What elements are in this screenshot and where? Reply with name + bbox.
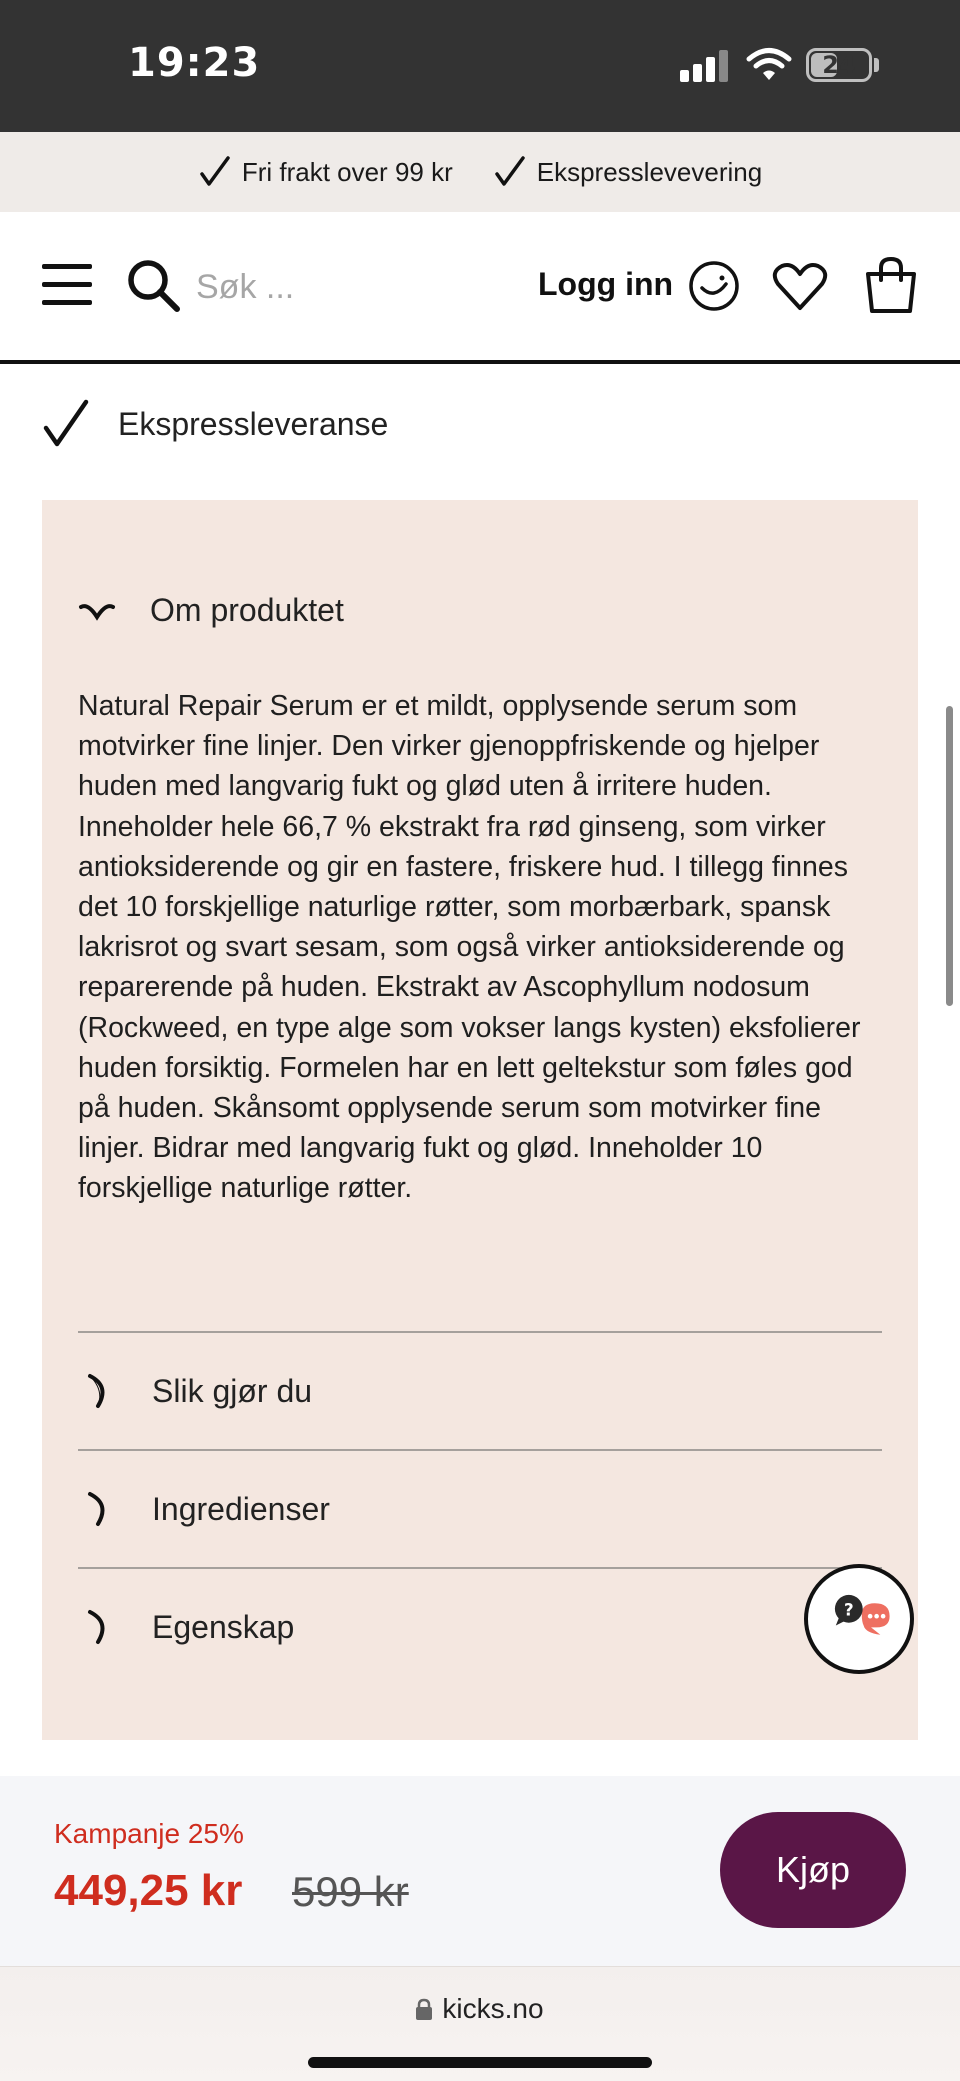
campaign-label: Kampanje 25% [54, 1818, 244, 1849]
chevron-right-icon [80, 1490, 118, 1528]
lock-icon [416, 1998, 432, 2020]
check-icon [198, 154, 232, 190]
original-price: 599 kr [292, 1868, 409, 1915]
promo-free-shipping-label: Fri frakt over 99 kr [241, 156, 453, 187]
shopping-bag-icon[interactable] [864, 256, 918, 314]
chat-question-mark: ? [843, 1600, 854, 1620]
check-icon [493, 154, 527, 190]
login-link[interactable]: Logg inn [538, 266, 674, 302]
chevron-down-icon [78, 599, 116, 623]
promo-express [493, 154, 762, 190]
accordion-about-product[interactable] [78, 592, 344, 629]
heart-icon[interactable] [772, 262, 828, 312]
site-header [0, 212, 960, 364]
chat-bubbles-icon [808, 1568, 910, 1670]
promo-bar [0, 132, 960, 212]
promo-express-label: Ekspresslevevering [536, 156, 763, 187]
hamburger-menu-icon[interactable] [42, 264, 92, 306]
accordion-ingredients-label: Ingredienser [152, 1490, 330, 1527]
page-scrollbar[interactable] [946, 706, 953, 1006]
battery-icon [806, 48, 872, 82]
home-indicator [308, 2057, 652, 2068]
battery-level: 24 [822, 51, 856, 79]
chevron-right-icon [80, 1608, 118, 1646]
accordion-ingredients[interactable] [78, 1449, 882, 1567]
accordion-how-to-use-label: Slik gjør du [152, 1372, 313, 1409]
check-icon [42, 398, 90, 450]
wifi-icon [746, 46, 792, 82]
cellular-signal-icon [680, 48, 730, 82]
status-time: 19:23 [128, 40, 261, 86]
buy-bar [0, 1776, 960, 1966]
url-domain: kicks.no [442, 1993, 544, 2024]
user-smiley-icon[interactable] [688, 260, 740, 312]
search-icon[interactable] [126, 258, 182, 314]
status-bar [0, 0, 960, 132]
url-display[interactable] [0, 1993, 960, 2025]
promo-free-shipping [198, 154, 453, 190]
current-price: 449,25 kr [54, 1866, 243, 1915]
express-delivery-label: Ekspressleveranse [118, 405, 389, 442]
express-delivery-row [42, 396, 388, 452]
chevron-right-icon [80, 1372, 118, 1410]
accordion-about-product-title: Om produktet [150, 592, 344, 628]
search-input[interactable] [196, 260, 496, 314]
buy-button[interactable]: Kjøp [720, 1812, 906, 1928]
battery-cap [874, 58, 879, 72]
accordion-properties-label: Egenskap [152, 1608, 295, 1645]
product-description: Natural Repair Serum er et mildt, opplysende serum som motvirker fine linjer. Den virker gjenoppfriskende og hjelper huden med langvarig fukt og glød uten å irritere huden. Inneholder hele 66,7 % ekstrakt fra rød ginseng, som virker antioksiderende og gir en fastere, friskere hud. I tillegg finnes det 10 forskjellige naturlige røtter, som morbærbark, spansk lakrisrot og svart sesam, som også virker antioksiderende og reparerende på huden. Ekstrakt av Ascophyllum nodosum (Rockweed, en type alge som vokser langs kysten) eksfolierer huden forsiktig. Formelen har en lett geltekstur som føles god på huden. Skånsomt opplysende serum som motvirker fine linjer. Bidrar med langvarig fukt og glød. Inneholder 10 forskjellige naturlige røtter. [78, 690, 861, 1205]
product-info-panel [42, 500, 918, 1740]
accordion-properties[interactable] [78, 1567, 882, 1685]
chat-support-button[interactable] [804, 1564, 914, 1674]
accordion-how-to-use[interactable] [78, 1331, 882, 1449]
browser-url-bar[interactable] [0, 1966, 960, 2081]
